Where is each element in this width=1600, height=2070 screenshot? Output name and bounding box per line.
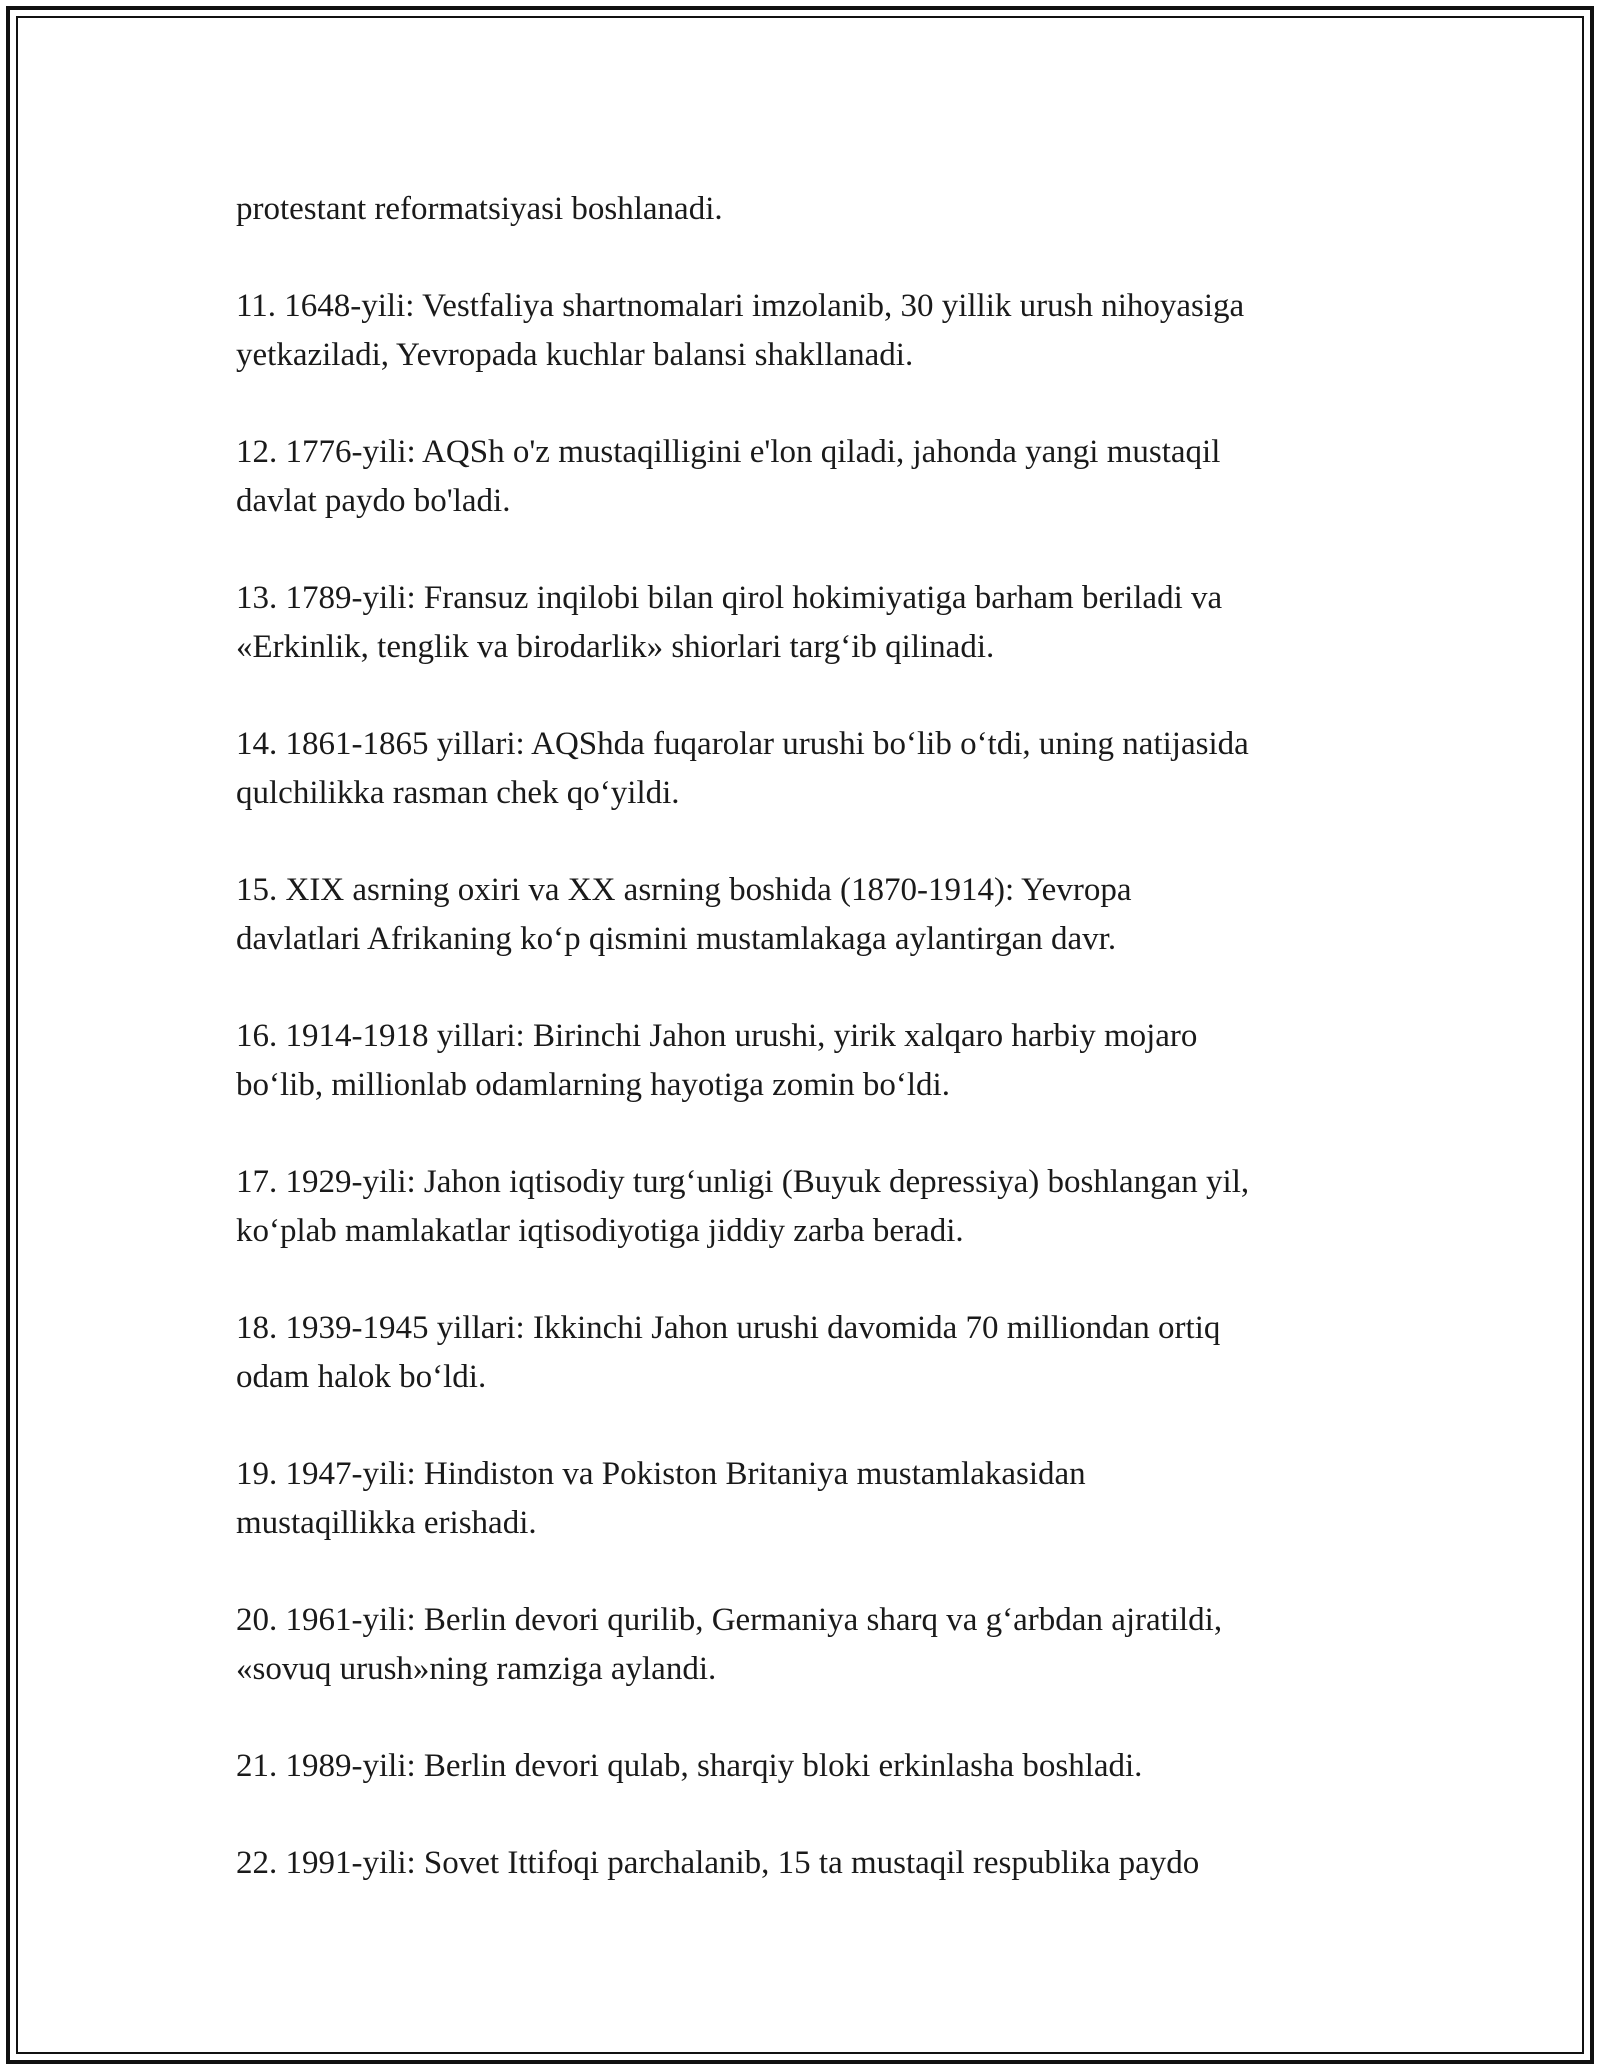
paragraph-continuation: protestant reformatsiyasi boshlanadi. [236,191,723,227]
list-item-18: 18. 1939-1945 yillari: Ikkinchi Jahon urushi davomida 70 milliondan ortiq odam halok bo‘ldi. [236,1310,1221,1395]
list-item-12: 12. 1776-yili: AQSh o'z mustaqilligini e'lon qiladi, jahonda yangi mustaqil davlat paydo bo'ladi. [236,434,1221,519]
list-item-20: 20. 1961-yili: Berlin devori qurilib, Germaniya sharq va g‘arbdan ajratildi, «sovuq urush»ning ramziga aylandi. [236,1602,1223,1687]
list-item-11: 11. 1648-yili: Vestfaliya shartnomalari imzolanib, 30 yillik urush nihoyasiga yetkaziladi, Yevropada kuchlar balansi shakllanadi. [236,288,1245,373]
list-item-14: 14. 1861-1865 yillari: AQShda fuqarolar urushi bo‘lib o‘tdi, uning natijasida qulchilikka rasman chek qo‘yildi. [236,726,1249,811]
list-item-13: 13. 1789-yili: Fransuz inqilobi bilan qirol hokimiyatiga barham beriladi va «Erkinlik, tenglik va birodarlik» shiorlari targ‘ib qilinadi. [236,580,1223,665]
list-item-21: 21. 1989-yili: Berlin devori qulab, sharqiy bloki erkinlasha boshladi. [236,1748,1143,1784]
list-item-16: 16. 1914-1918 yillari: Birinchi Jahon urushi, yirik xalqaro harbiy mojaro bo‘lib, millionlab odamlarning hayotiga zomin bo‘ldi. [236,1018,1198,1103]
list-item-19: 19. 1947-yili: Hindiston va Pokiston Britaniya mustamlakasidan mustaqillikka erishadi. [236,1456,1086,1541]
list-item-15: 15. XIX asrning oxiri va XX asrning boshida (1870-1914): Yevropa davlatlari Afrikaning ko‘p qismini mustamlakaga aylantirgan davr. [236,872,1132,957]
list-item-17: 17. 1929-yili: Jahon iqtisodiy turg‘unligi (Buyuk depressiya) boshlangan yil, ko‘plab mamlakatlar iqtisodiyotiga jiddiy zarba beradi. [236,1164,1250,1249]
list-item-22: 22. 1991-yili: Sovet Ittifoqi parchalanib, 15 ta mustaqil respublika paydo [236,1845,1200,1881]
document-body [236,185,1386,1888]
